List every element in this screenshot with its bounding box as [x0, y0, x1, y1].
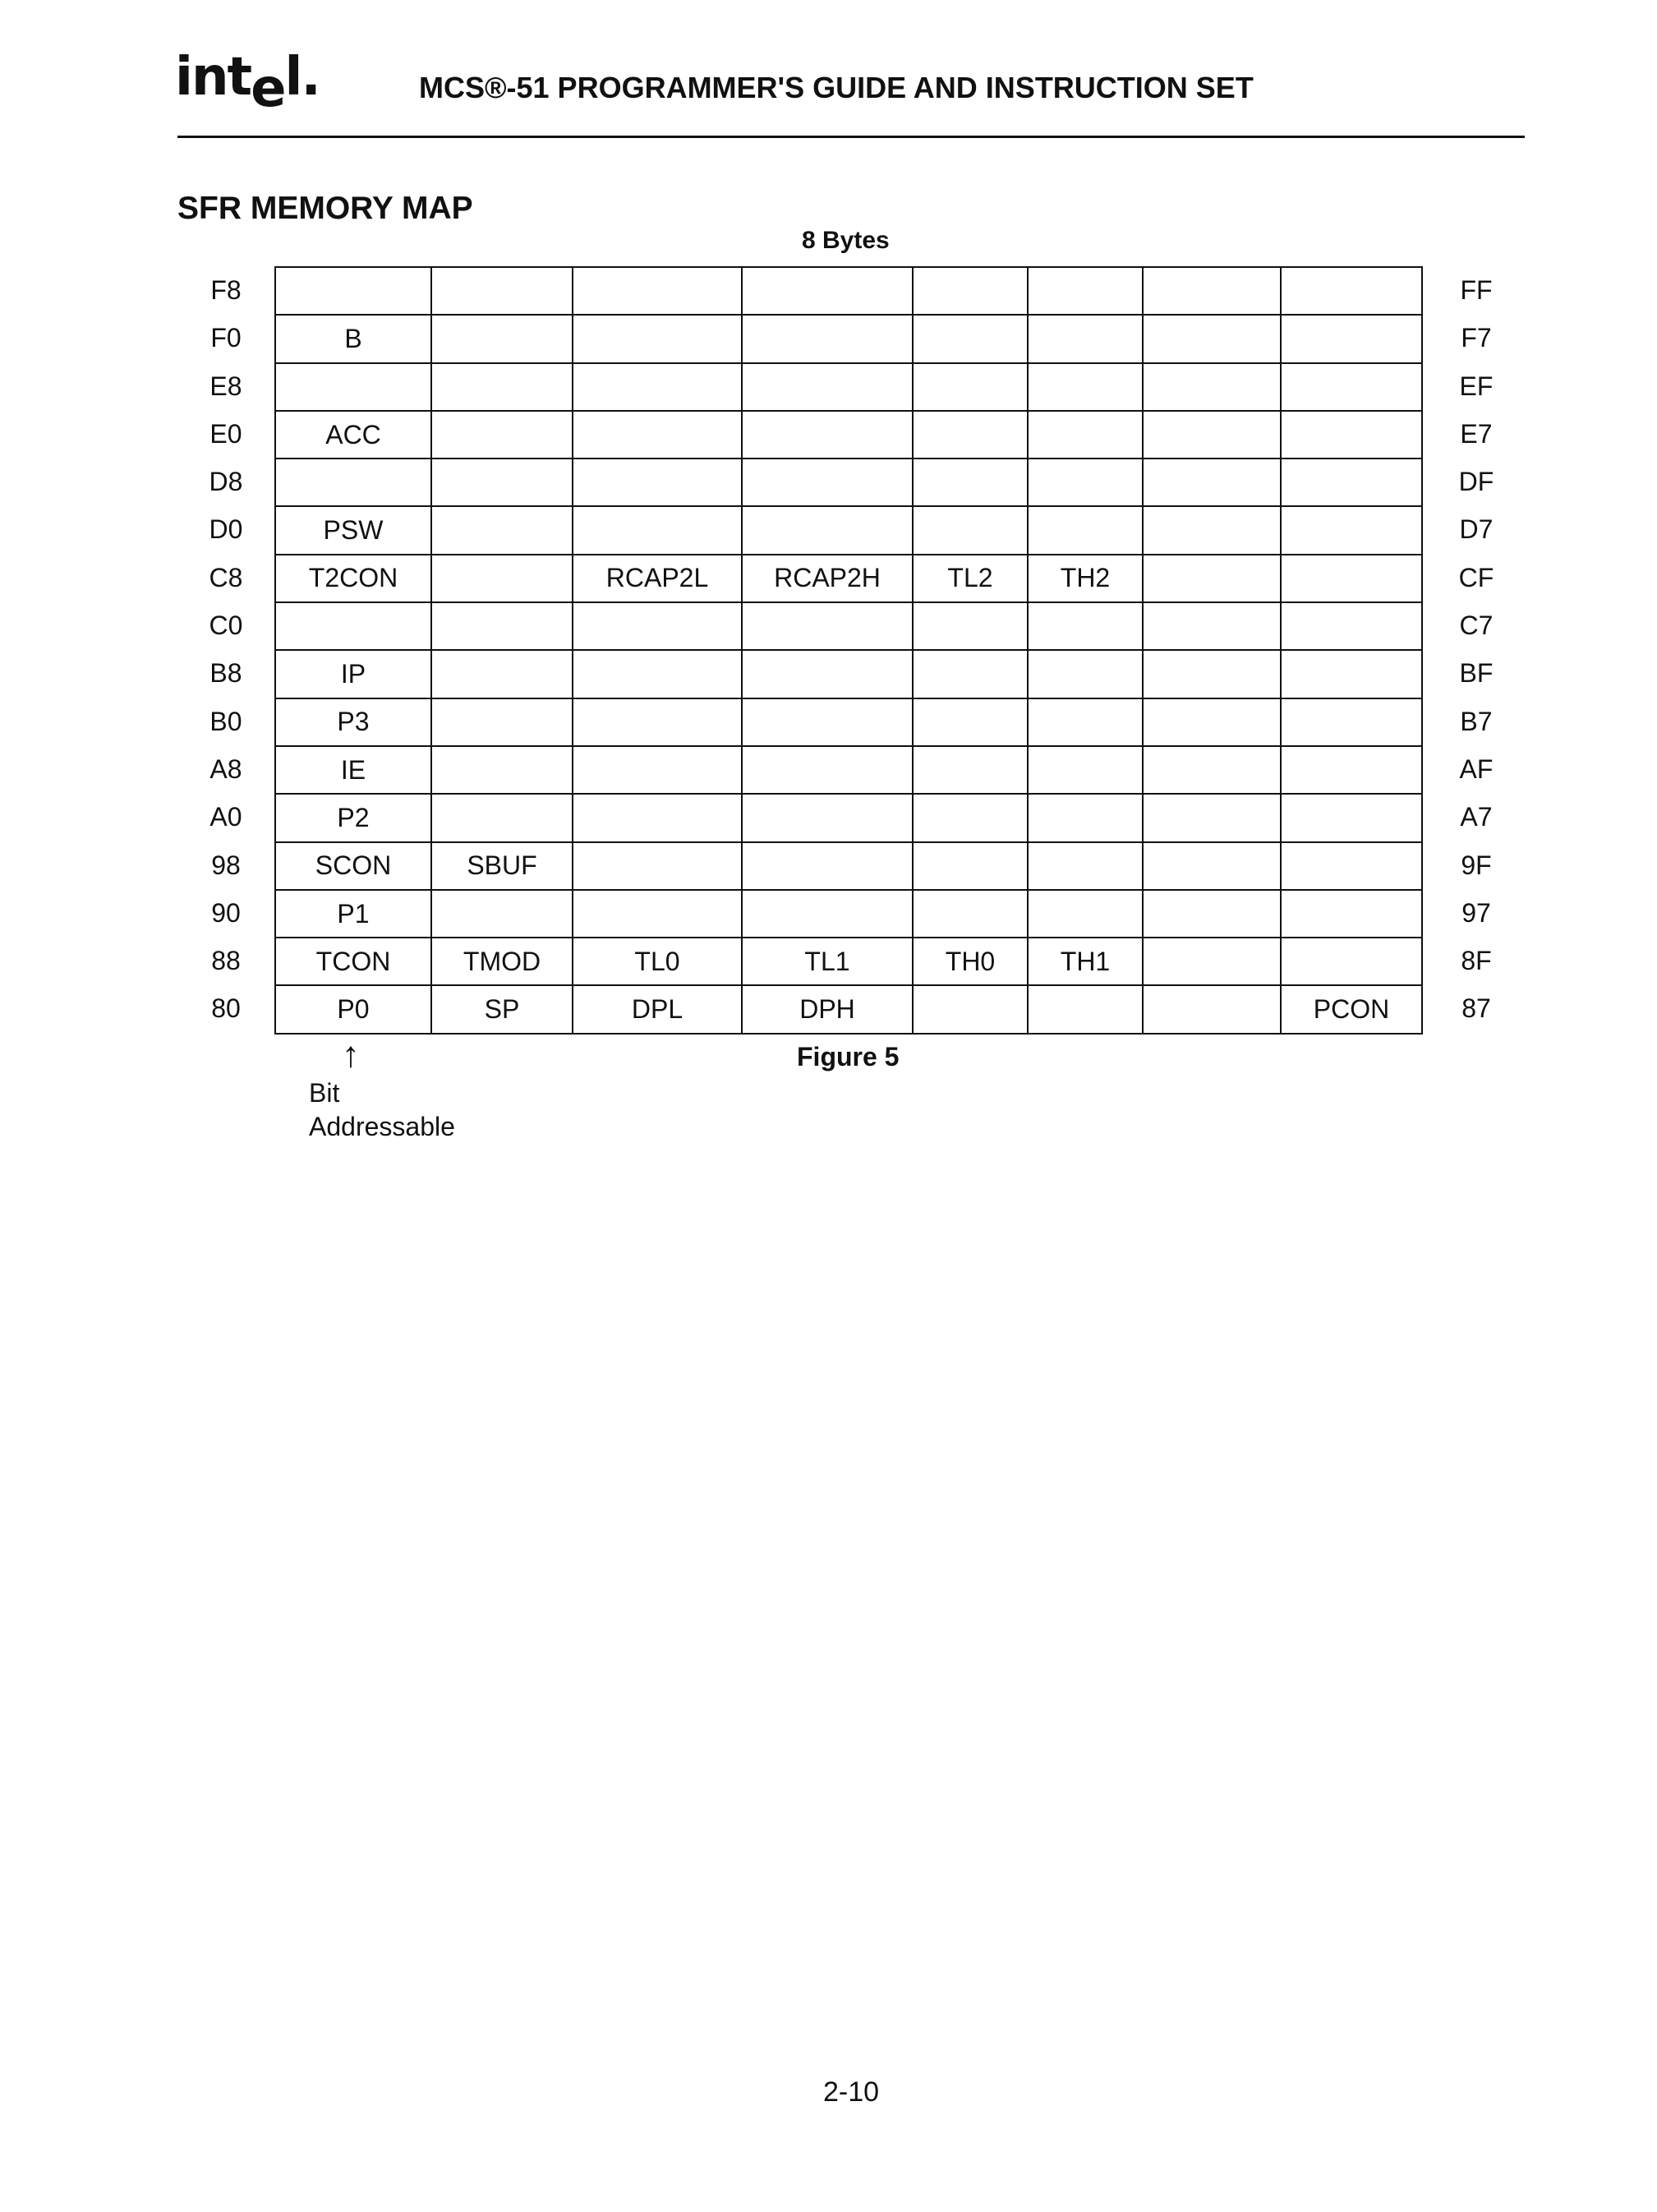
- register-cell: [1281, 698, 1422, 746]
- register-cell: [913, 650, 1028, 698]
- register-cell: [913, 506, 1028, 554]
- section-title: SFR MEMORY MAP: [177, 191, 473, 226]
- register-cell: [913, 267, 1028, 315]
- register-cell: [1143, 842, 1281, 890]
- register-cell: [1028, 985, 1143, 1033]
- register-cell: P1: [275, 890, 431, 938]
- memory-map-row: [275, 411, 1422, 459]
- register-cell: TL0: [573, 938, 742, 985]
- left-address-label: A8: [209, 753, 242, 784]
- register-cell: [913, 698, 1028, 746]
- register-cell: [431, 459, 573, 506]
- register-cell: PCON: [1281, 985, 1422, 1033]
- register-cell: [1281, 459, 1422, 506]
- register-cell: [431, 267, 573, 315]
- register-cell: TCON: [275, 938, 431, 985]
- right-address-label: FF: [1460, 275, 1493, 305]
- register-cell: [742, 506, 913, 554]
- register-cell: [1281, 315, 1422, 362]
- right-address-label: A7: [1460, 802, 1493, 832]
- left-address-label: A0: [209, 802, 242, 832]
- register-cell: B: [275, 315, 431, 362]
- register-cell: [431, 890, 573, 938]
- register-cell: [913, 315, 1028, 362]
- left-address-label: D0: [209, 514, 243, 545]
- register-cell: [1143, 459, 1281, 506]
- register-cell: IP: [275, 650, 431, 698]
- memory-map-row: [275, 698, 1422, 746]
- register-cell: [1028, 363, 1143, 411]
- left-address-label: 88: [211, 946, 241, 976]
- register-cell: P0: [275, 985, 431, 1033]
- register-cell: [1028, 602, 1143, 650]
- left-address-label: C0: [209, 611, 243, 641]
- register-cell: [1028, 506, 1143, 554]
- register-cell: [913, 363, 1028, 411]
- register-cell: [1281, 267, 1422, 315]
- right-address-label: B7: [1460, 706, 1493, 736]
- register-cell: [573, 650, 742, 698]
- register-cell: [1143, 363, 1281, 411]
- register-cell: [742, 315, 913, 362]
- left-address-label: 98: [211, 850, 241, 880]
- right-address-label: E7: [1460, 418, 1493, 449]
- left-address-label: F0: [210, 323, 242, 353]
- register-cell: [913, 411, 1028, 459]
- register-cell: [1281, 842, 1422, 890]
- register-cell: [1028, 794, 1143, 841]
- right-address-label: 87: [1461, 993, 1491, 1024]
- register-cell: PSW: [275, 506, 431, 554]
- register-cell: [913, 794, 1028, 841]
- register-cell: [431, 794, 573, 841]
- figure-caption: Figure 5: [797, 1042, 900, 1071]
- register-cell: [573, 267, 742, 315]
- left-address-label: D8: [209, 467, 243, 497]
- memory-map-row: [275, 938, 1422, 985]
- register-cell: [573, 842, 742, 890]
- register-cell: [431, 506, 573, 554]
- left-address-label: B8: [209, 658, 242, 689]
- memory-map-row: [275, 842, 1422, 890]
- left-address-label: F8: [210, 275, 242, 305]
- right-address-label: DF: [1458, 467, 1494, 497]
- register-cell: [275, 459, 431, 506]
- memory-map-row: [275, 794, 1422, 841]
- register-cell: [1143, 890, 1281, 938]
- register-cell: [1281, 363, 1422, 411]
- right-address-label: 97: [1461, 897, 1491, 928]
- register-cell: [431, 602, 573, 650]
- register-cell: [1281, 650, 1422, 698]
- register-cell: IE: [275, 746, 431, 794]
- register-cell: [573, 315, 742, 362]
- register-cell: [431, 363, 573, 411]
- register-cell: T2CON: [275, 555, 431, 602]
- register-cell: [913, 842, 1028, 890]
- register-cell: [1143, 506, 1281, 554]
- register-cell: [1143, 698, 1281, 746]
- register-cell: [1281, 411, 1422, 459]
- register-cell: [742, 267, 913, 315]
- register-cell: [913, 890, 1028, 938]
- register-cell: TL1: [742, 938, 913, 985]
- register-cell: [1028, 650, 1143, 698]
- left-address-column: [189, 266, 263, 1033]
- register-cell: [1143, 794, 1281, 841]
- memory-map-row: [275, 555, 1422, 602]
- register-cell: RCAP2H: [742, 555, 913, 602]
- register-cell: TH1: [1028, 938, 1143, 985]
- sfr-memory-map-table: [274, 266, 1423, 1035]
- right-address-label: EF: [1459, 371, 1494, 401]
- up-arrow-icon: ↑: [342, 1035, 360, 1075]
- register-cell: [431, 698, 573, 746]
- right-address-label: 9F: [1461, 850, 1492, 880]
- register-cell: P3: [275, 698, 431, 746]
- memory-map-row: [275, 506, 1422, 554]
- memory-map-row: [275, 363, 1422, 411]
- register-cell: DPL: [573, 985, 742, 1033]
- register-cell: [1143, 938, 1281, 985]
- register-cell: [573, 506, 742, 554]
- register-cell: [431, 411, 573, 459]
- register-cell: [573, 698, 742, 746]
- register-cell: [431, 746, 573, 794]
- register-cell: [1143, 746, 1281, 794]
- register-cell: [431, 315, 573, 362]
- memory-map-row: [275, 746, 1422, 794]
- register-cell: [1028, 746, 1143, 794]
- register-cell: [742, 890, 913, 938]
- register-cell: [742, 650, 913, 698]
- right-address-label: BF: [1459, 658, 1494, 689]
- register-cell: [1143, 411, 1281, 459]
- left-address-label: E0: [209, 418, 242, 449]
- register-cell: RCAP2L: [573, 555, 742, 602]
- register-cell: [573, 459, 742, 506]
- register-cell: ACC: [275, 411, 431, 459]
- right-address-label: CF: [1458, 562, 1494, 592]
- register-cell: [913, 602, 1028, 650]
- bit-note-line2: Addressable: [309, 1112, 455, 1141]
- register-cell: [1028, 698, 1143, 746]
- register-cell: [1281, 794, 1422, 841]
- register-cell: [1028, 459, 1143, 506]
- left-address-label: B0: [209, 706, 242, 736]
- register-cell: SCON: [275, 842, 431, 890]
- register-cell: [573, 363, 742, 411]
- register-cell: [742, 602, 913, 650]
- register-cell: [1028, 411, 1143, 459]
- register-cell: [742, 842, 913, 890]
- register-cell: [1281, 890, 1422, 938]
- register-cell: [1028, 267, 1143, 315]
- right-address-label: AF: [1459, 753, 1494, 784]
- memory-map-row: [275, 459, 1422, 506]
- register-cell: [1028, 315, 1143, 362]
- register-cell: [275, 267, 431, 315]
- bit-addressable-note: [309, 1076, 455, 1144]
- register-cell: [1028, 890, 1143, 938]
- register-cell: [1281, 602, 1422, 650]
- register-cell: [1281, 555, 1422, 602]
- bytes-label: 8 Bytes: [802, 227, 890, 254]
- register-cell: [1143, 985, 1281, 1033]
- page-number: 2-10: [823, 2076, 880, 2108]
- register-cell: [573, 411, 742, 459]
- register-cell: [431, 650, 573, 698]
- register-cell: [1143, 602, 1281, 650]
- left-address-label: 90: [211, 897, 241, 928]
- register-cell: TH2: [1028, 555, 1143, 602]
- register-cell: [275, 602, 431, 650]
- right-address-label: F7: [1461, 323, 1492, 353]
- right-address-label: C7: [1459, 611, 1494, 641]
- right-address-label: 8F: [1461, 946, 1492, 976]
- header-rule: [177, 136, 1525, 138]
- register-cell: DPH: [742, 985, 913, 1033]
- register-cell: [742, 363, 913, 411]
- memory-map-row: [275, 650, 1422, 698]
- left-address-label: C8: [209, 562, 243, 592]
- memory-map-row: [275, 890, 1422, 938]
- register-cell: TL2: [913, 555, 1028, 602]
- right-address-column: [1439, 266, 1513, 1033]
- register-cell: [742, 794, 913, 841]
- left-address-label: E8: [209, 371, 242, 401]
- register-cell: [913, 985, 1028, 1033]
- right-address-label: D7: [1459, 514, 1494, 545]
- register-cell: [742, 411, 913, 459]
- register-cell: SBUF: [431, 842, 573, 890]
- register-cell: [573, 746, 742, 794]
- register-cell: TH0: [913, 938, 1028, 985]
- register-cell: [1143, 315, 1281, 362]
- register-cell: [742, 459, 913, 506]
- register-cell: [573, 602, 742, 650]
- register-cell: [1143, 555, 1281, 602]
- memory-map-row: [275, 602, 1422, 650]
- memory-map-row: [275, 267, 1422, 315]
- register-cell: SP: [431, 985, 573, 1033]
- register-cell: TMOD: [431, 938, 573, 985]
- register-cell: [1143, 650, 1281, 698]
- register-cell: [1281, 506, 1422, 554]
- register-cell: [913, 459, 1028, 506]
- register-cell: [573, 890, 742, 938]
- register-cell: [1143, 267, 1281, 315]
- register-cell: [742, 698, 913, 746]
- register-cell: [742, 746, 913, 794]
- memory-map-row: [275, 315, 1422, 362]
- register-cell: [1028, 842, 1143, 890]
- header-title: MCS®-51 PROGRAMMER'S GUIDE AND INSTRUCTION SET: [419, 71, 1254, 104]
- bit-note-line1: Bit: [309, 1078, 340, 1108]
- intel-logo: intel.: [175, 47, 320, 119]
- register-cell: [913, 746, 1028, 794]
- register-cell: [1281, 746, 1422, 794]
- register-cell: [275, 363, 431, 411]
- left-address-label: 80: [211, 993, 241, 1024]
- register-cell: [431, 555, 573, 602]
- register-cell: [573, 794, 742, 841]
- register-cell: [1281, 938, 1422, 985]
- memory-map-row: [275, 985, 1422, 1033]
- register-cell: P2: [275, 794, 431, 841]
